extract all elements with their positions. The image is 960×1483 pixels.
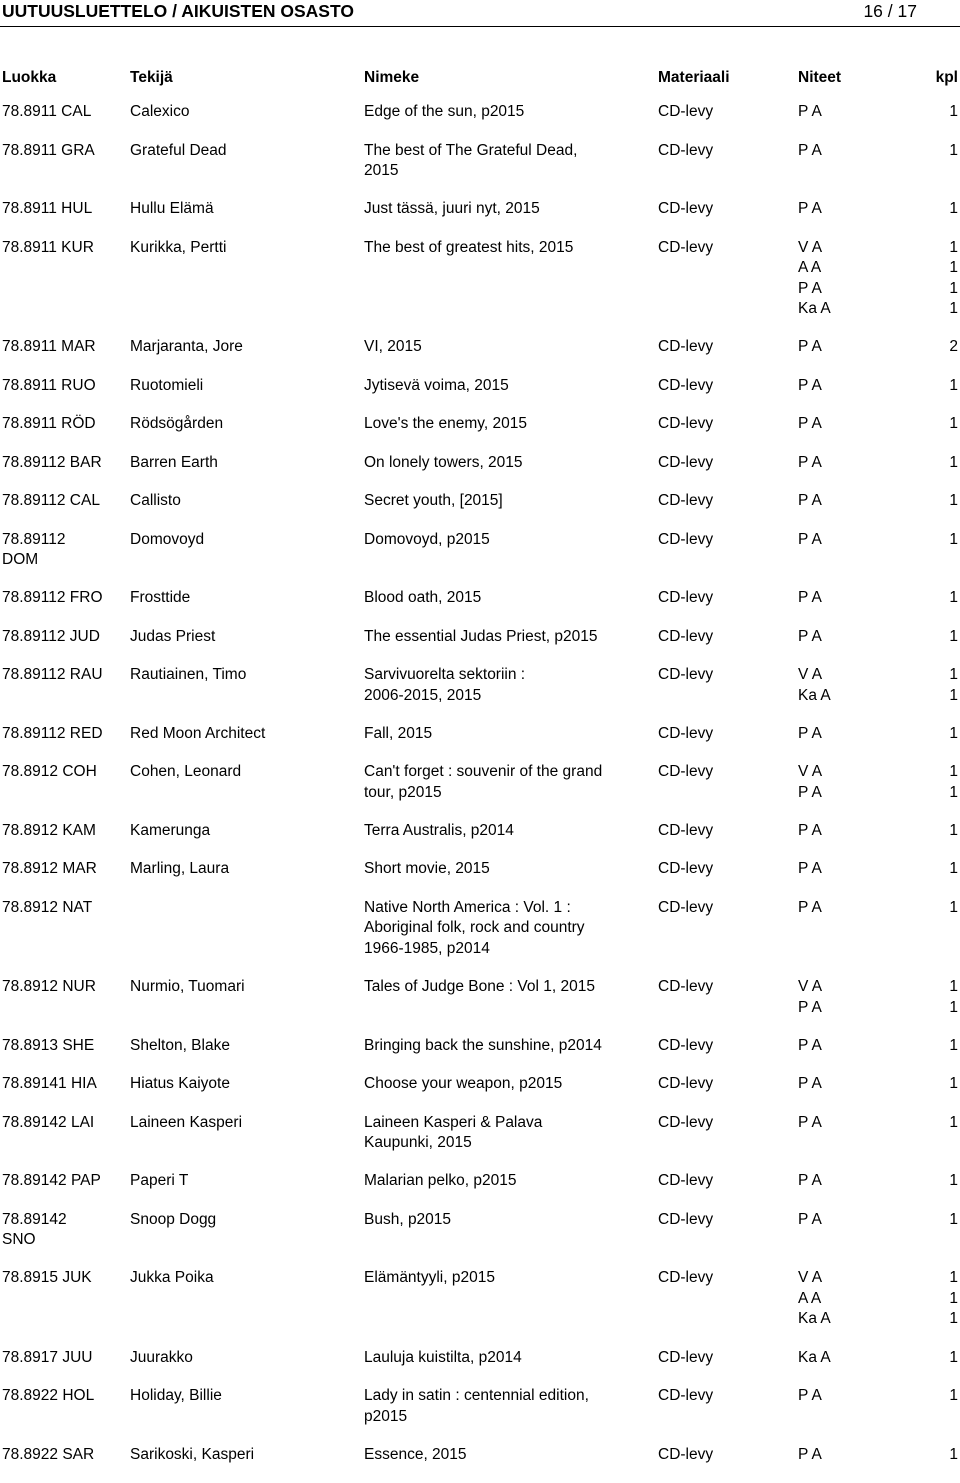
material-cell: CD-levy bbox=[658, 1113, 714, 1131]
holding-count: 1 bbox=[949, 1210, 958, 1228]
page-current: 16 bbox=[863, 1, 883, 21]
qty-cell bbox=[0, 821, 958, 842]
qty-cell bbox=[0, 530, 958, 551]
material-cell: CD-levy bbox=[658, 530, 714, 548]
class-cell: 78.89112 FRO bbox=[2, 589, 103, 606]
holding-count: 1 bbox=[949, 666, 958, 683]
qty-cell bbox=[0, 337, 958, 358]
title-cell: Tales of Judge Bone : Vol 1, 2015 bbox=[364, 978, 595, 995]
holding-count: 1 bbox=[949, 200, 958, 217]
class-cell: 78.8912 COH bbox=[2, 763, 97, 780]
author-cell: Domovoyd bbox=[130, 530, 205, 548]
holding-location: P A bbox=[798, 338, 822, 355]
class-cell: 78.89141 HIA bbox=[2, 1075, 97, 1092]
class-cell: 78.89112 BAR bbox=[2, 453, 102, 471]
holding-count: 1 bbox=[949, 1310, 958, 1327]
holding-location: P A bbox=[798, 627, 822, 645]
author-cell: Frosttide bbox=[130, 589, 191, 606]
author-cell: Rautiainen, Timo bbox=[130, 666, 247, 683]
table-row bbox=[0, 724, 960, 745]
holding-location: V A bbox=[798, 238, 823, 256]
class-cell: 78.8911 RUO bbox=[2, 376, 96, 394]
qty-cell bbox=[0, 491, 958, 512]
holding-location: P A bbox=[798, 1113, 822, 1131]
holding-count: 1 bbox=[949, 141, 958, 159]
material-cell: CD-levy bbox=[658, 338, 714, 355]
title-cell: Bringing back the sunshine, p2014 bbox=[364, 1036, 602, 1054]
holding-count: 1 bbox=[949, 998, 958, 1016]
title-cell: Jytisevä voima, 2015 bbox=[364, 376, 509, 394]
class-cell: 78.8912 KAM bbox=[2, 821, 96, 839]
material-cell: CD-levy bbox=[658, 376, 714, 394]
table-row bbox=[0, 337, 960, 358]
title-cell: The essential Judas Priest, p2015 bbox=[364, 627, 598, 645]
author-cell: Nurmio, Tuomari bbox=[130, 978, 245, 995]
material-cell: CD-levy bbox=[658, 492, 714, 509]
material-cell: CD-levy bbox=[658, 1075, 714, 1092]
material-cell: CD-levy bbox=[658, 1210, 714, 1228]
material-cell: CD-levy bbox=[658, 724, 714, 742]
column-header-title: Nimeke bbox=[364, 69, 420, 86]
class-cell: 78.8912 NUR bbox=[2, 978, 96, 995]
holding-location: Ka A bbox=[798, 1310, 831, 1327]
material-cell: CD-levy bbox=[658, 238, 714, 256]
material-cell: CD-levy bbox=[658, 763, 714, 780]
material-cell: CD-levy bbox=[658, 666, 714, 683]
qty-cell bbox=[0, 665, 958, 706]
qty-cell bbox=[0, 1445, 958, 1466]
author-cell: Juurakko bbox=[130, 1348, 193, 1366]
class-cell: 78.8911 GRA bbox=[2, 141, 95, 159]
holding-location: P A bbox=[798, 200, 822, 217]
material-cell: CD-levy bbox=[658, 1348, 714, 1366]
holding-location: P A bbox=[798, 279, 822, 297]
holding-count: 1 bbox=[949, 686, 958, 704]
table-row bbox=[0, 1348, 960, 1369]
class-cell: 78.89142 PAP bbox=[2, 1172, 101, 1189]
table-row bbox=[0, 1445, 960, 1466]
column-header-qty: kpl bbox=[935, 69, 958, 86]
author-cell: Judas Priest bbox=[130, 627, 216, 645]
title-cell: Terra Australis, p2014 bbox=[364, 821, 514, 839]
material-cell: CD-levy bbox=[658, 141, 714, 159]
holding-location: P A bbox=[798, 530, 822, 548]
title-cell: Secret youth, [2015] bbox=[364, 492, 503, 509]
title-cell: Malarian pelko, p2015 bbox=[364, 1172, 517, 1189]
qty-cell bbox=[0, 1171, 958, 1192]
holding-location: P A bbox=[798, 1387, 822, 1404]
title-cell: Essence, 2015 bbox=[364, 1445, 467, 1463]
author-cell: Holiday, Billie bbox=[130, 1387, 222, 1404]
holding-location: P A bbox=[798, 783, 822, 801]
material-cell: CD-levy bbox=[658, 978, 714, 995]
class-cell: 78.8911 CAL bbox=[2, 103, 92, 120]
holding-location: P A bbox=[798, 821, 822, 839]
material-cell: CD-levy bbox=[658, 453, 714, 471]
material-cell: CD-levy bbox=[658, 1269, 714, 1286]
qty-cell bbox=[0, 141, 958, 162]
holding-location: P A bbox=[798, 1445, 822, 1463]
table-row bbox=[0, 414, 960, 435]
author-cell: Jukka Poika bbox=[130, 1269, 214, 1286]
qty-cell bbox=[0, 1268, 958, 1330]
author-cell: Hiatus Kaiyote bbox=[130, 1075, 230, 1092]
author-cell: Grateful Dead bbox=[130, 141, 227, 159]
holding-location: V A bbox=[798, 763, 823, 780]
author-cell: Marjaranta, Jore bbox=[130, 338, 243, 355]
page-number bbox=[863, 1, 917, 22]
holding-count: 1 bbox=[949, 376, 958, 394]
page-header bbox=[0, 0, 960, 27]
table-row bbox=[0, 821, 960, 842]
class-cell: 78.89112 CAL bbox=[2, 492, 100, 509]
table-row bbox=[0, 627, 960, 648]
author-cell: Red Moon Architect bbox=[130, 724, 266, 742]
page-title: UUTUUSLUETTELO / AIKUISTEN OSASTO bbox=[2, 1, 354, 21]
title-cell: The best of The Grateful Dead, 2015 bbox=[364, 141, 578, 179]
title-cell: Lauluja kuistilta, p2014 bbox=[364, 1348, 522, 1366]
column-header-material: Materiaali bbox=[658, 69, 730, 86]
title-cell: Choose your weapon, p2015 bbox=[364, 1075, 563, 1092]
holding-location: A A bbox=[798, 259, 822, 276]
holding-count: 1 bbox=[949, 530, 958, 548]
table-row bbox=[0, 898, 960, 960]
holding-location: P A bbox=[798, 141, 822, 159]
author-cell: Cohen, Leonard bbox=[130, 763, 242, 780]
holding-location: P A bbox=[798, 998, 822, 1016]
class-cell: 78.8911 RÖD bbox=[2, 415, 96, 432]
qty-cell bbox=[0, 1036, 958, 1057]
title-cell: Love's the enemy, 2015 bbox=[364, 415, 527, 432]
title-cell: Lady in satin : centennial edition, p2015 bbox=[364, 1387, 589, 1425]
qty-cell bbox=[0, 1386, 958, 1407]
holding-location: Ka A bbox=[798, 300, 831, 317]
table-row bbox=[0, 665, 960, 706]
qty-cell bbox=[0, 724, 958, 745]
material-cell: CD-levy bbox=[658, 1036, 714, 1054]
holding-count: 1 bbox=[949, 1348, 958, 1366]
holding-location: V A bbox=[798, 978, 823, 995]
qty-cell bbox=[0, 453, 958, 474]
holding-count: 1 bbox=[949, 415, 958, 432]
holding-location: V A bbox=[798, 1269, 823, 1286]
holding-count: 1 bbox=[949, 783, 958, 801]
holding-location: Ka A bbox=[798, 686, 831, 704]
holding-count: 1 bbox=[949, 1445, 958, 1463]
holding-location: P A bbox=[798, 724, 822, 742]
title-cell: Sarvivuorelta sektoriin : 2006-2015, 2015 bbox=[364, 666, 526, 704]
holding-count: 1 bbox=[949, 724, 958, 742]
holding-count: 1 bbox=[949, 1036, 958, 1054]
holding-count: 1 bbox=[949, 103, 958, 120]
title-cell: Can't forget : souvenir of the grand tour, p2015 bbox=[364, 763, 603, 801]
class-cell: 78.8913 SHE bbox=[2, 1036, 95, 1054]
qty-cell bbox=[0, 414, 958, 435]
title-cell: Elämäntyyli, p2015 bbox=[364, 1269, 495, 1286]
class-cell: 78.8911 HUL bbox=[2, 200, 93, 217]
title-cell: VI, 2015 bbox=[364, 338, 422, 355]
table-row bbox=[0, 859, 960, 880]
table-row bbox=[0, 1074, 960, 1095]
author-cell: Calexico bbox=[130, 103, 190, 120]
title-cell: The best of greatest hits, 2015 bbox=[364, 238, 574, 256]
holding-count: 1 bbox=[949, 860, 958, 877]
qty-cell bbox=[0, 199, 958, 220]
holding-count: 1 bbox=[949, 627, 958, 645]
holding-count: 1 bbox=[949, 898, 958, 916]
holding-location: A A bbox=[798, 1289, 822, 1307]
qty-cell bbox=[0, 627, 958, 648]
class-cell: 78.8912 MAR bbox=[2, 860, 97, 877]
page-separator: / bbox=[887, 1, 893, 21]
holding-location: P A bbox=[798, 1075, 822, 1092]
material-cell: CD-levy bbox=[658, 1387, 714, 1404]
author-cell: Callisto bbox=[130, 492, 181, 509]
holding-count: 1 bbox=[949, 821, 958, 839]
qty-cell bbox=[0, 1348, 958, 1369]
class-cell: 78.89142 LAI bbox=[2, 1113, 95, 1131]
title-cell: Laineen Kasperi & Palava Kaupunki, 2015 bbox=[364, 1113, 543, 1151]
holding-count: 1 bbox=[949, 1172, 958, 1189]
holding-count: 1 bbox=[949, 492, 958, 509]
qty-cell bbox=[0, 102, 958, 123]
holding-count: 1 bbox=[949, 279, 958, 297]
holding-location: P A bbox=[798, 415, 822, 432]
title-cell: On lonely towers, 2015 bbox=[364, 453, 523, 471]
class-cell: 78.89112 JUD bbox=[2, 627, 100, 645]
holding-count: 1 bbox=[949, 453, 958, 471]
class-cell: 78.8915 JUK bbox=[2, 1269, 92, 1286]
holding-count: 1 bbox=[949, 300, 958, 317]
material-cell: CD-levy bbox=[658, 1445, 714, 1463]
author-cell: Laineen Kasperi bbox=[130, 1113, 243, 1131]
class-cell: 78.89112 RED bbox=[2, 724, 103, 742]
title-cell: Just tässä, juuri nyt, 2015 bbox=[364, 200, 540, 217]
author-cell: Marling, Laura bbox=[130, 860, 230, 877]
table-row bbox=[0, 588, 960, 609]
table-row bbox=[0, 1171, 960, 1192]
catalog-table bbox=[0, 102, 960, 1483]
material-cell: CD-levy bbox=[658, 200, 714, 217]
holding-location: P A bbox=[798, 1036, 822, 1054]
holding-count: 1 bbox=[949, 1289, 958, 1307]
qty-cell bbox=[0, 1210, 958, 1231]
holding-count: 1 bbox=[949, 589, 958, 606]
material-cell: CD-levy bbox=[658, 415, 714, 432]
class-cell: 78.89112 DOM bbox=[2, 530, 66, 568]
column-header-notes: Niteet bbox=[798, 69, 842, 86]
table-row bbox=[0, 199, 960, 220]
class-cell: 78.8922 HOL bbox=[2, 1387, 95, 1404]
qty-cell bbox=[0, 762, 958, 803]
holding-location: P A bbox=[798, 492, 822, 509]
qty-cell bbox=[0, 859, 958, 880]
column-header-class: Luokka bbox=[2, 69, 57, 86]
author-cell: Shelton, Blake bbox=[130, 1036, 230, 1054]
table-row bbox=[0, 1113, 960, 1154]
qty-cell bbox=[0, 1113, 958, 1134]
table-row bbox=[0, 1268, 960, 1330]
material-cell: CD-levy bbox=[658, 821, 714, 839]
title-cell: Short movie, 2015 bbox=[364, 860, 490, 877]
material-cell: CD-levy bbox=[658, 103, 714, 120]
class-cell: 78.8917 JUU bbox=[2, 1348, 93, 1366]
author-cell: Snoop Dogg bbox=[130, 1210, 217, 1228]
holding-location: V A bbox=[798, 666, 823, 683]
column-header-author: Tekijä bbox=[130, 69, 173, 86]
qty-cell bbox=[0, 376, 958, 397]
title-cell: Domovoyd, p2015 bbox=[364, 530, 490, 548]
class-cell: 78.8911 MAR bbox=[2, 338, 96, 355]
table-row bbox=[0, 762, 960, 803]
holding-count: 1 bbox=[949, 978, 958, 995]
author-cell: Paperi T bbox=[130, 1172, 189, 1189]
qty-cell bbox=[0, 1074, 958, 1095]
class-cell: 78.89112 RAU bbox=[2, 666, 103, 683]
table-row bbox=[0, 1386, 960, 1427]
class-cell: 78.8911 KUR bbox=[2, 238, 94, 256]
holding-count: 1 bbox=[949, 238, 958, 256]
table-row bbox=[0, 102, 960, 123]
table-row bbox=[0, 1210, 960, 1251]
page-total: 17 bbox=[897, 1, 917, 21]
title-cell: Edge of the sun, p2015 bbox=[364, 103, 525, 120]
holding-location: P A bbox=[798, 860, 822, 877]
table-row bbox=[0, 141, 960, 182]
holding-count: 1 bbox=[949, 1387, 958, 1404]
table-row bbox=[0, 238, 960, 320]
author-cell: Barren Earth bbox=[130, 453, 218, 471]
table-row bbox=[0, 376, 960, 397]
holding-count: 1 bbox=[949, 1113, 958, 1131]
holding-count: 1 bbox=[949, 1075, 958, 1092]
material-cell: CD-levy bbox=[658, 1172, 714, 1189]
holding-count: 1 bbox=[949, 763, 958, 780]
holding-location: P A bbox=[798, 453, 822, 471]
holding-count: 1 bbox=[949, 1269, 958, 1286]
material-cell: CD-levy bbox=[658, 627, 714, 645]
holding-location: P A bbox=[798, 1172, 822, 1189]
holding-location: P A bbox=[798, 589, 822, 606]
table-row bbox=[0, 977, 960, 1018]
title-cell: Fall, 2015 bbox=[364, 724, 433, 742]
title-cell: Bush, p2015 bbox=[364, 1210, 452, 1228]
title-cell: Blood oath, 2015 bbox=[364, 589, 482, 606]
author-cell: Sarikoski, Kasperi bbox=[130, 1445, 255, 1463]
material-cell: CD-levy bbox=[658, 898, 714, 916]
holding-location: P A bbox=[798, 898, 822, 916]
author-cell: Hullu Elämä bbox=[130, 200, 214, 217]
qty-cell bbox=[0, 238, 958, 320]
author-cell: Rödsögården bbox=[130, 415, 224, 432]
author-cell: Kamerunga bbox=[130, 821, 211, 839]
table-row bbox=[0, 1036, 960, 1057]
holding-location: P A bbox=[798, 376, 822, 394]
table-row bbox=[0, 491, 960, 512]
holding-location: P A bbox=[798, 1210, 822, 1228]
holding-count: 1 bbox=[949, 259, 958, 276]
author-cell: Ruotomieli bbox=[130, 376, 204, 394]
table-row bbox=[0, 530, 960, 571]
qty-cell bbox=[0, 588, 958, 609]
class-cell: 78.8912 NAT bbox=[2, 898, 93, 916]
author-cell: Kurikka, Pertti bbox=[130, 238, 227, 256]
class-cell: 78.89142 SNO bbox=[2, 1210, 67, 1248]
title-cell: Native North America : Vol. 1 : Aboriginal folk, rock and country 1966-1985, p2014 bbox=[364, 898, 585, 957]
material-cell: CD-levy bbox=[658, 589, 714, 606]
holding-count: 2 bbox=[949, 338, 958, 355]
material-cell: CD-levy bbox=[658, 860, 714, 877]
qty-cell bbox=[0, 977, 958, 1018]
table-row bbox=[0, 453, 960, 474]
holding-location: Ka A bbox=[798, 1348, 831, 1366]
holding-location: P A bbox=[798, 103, 822, 120]
class-cell: 78.8922 SAR bbox=[2, 1445, 95, 1463]
qty-cell bbox=[0, 898, 958, 919]
